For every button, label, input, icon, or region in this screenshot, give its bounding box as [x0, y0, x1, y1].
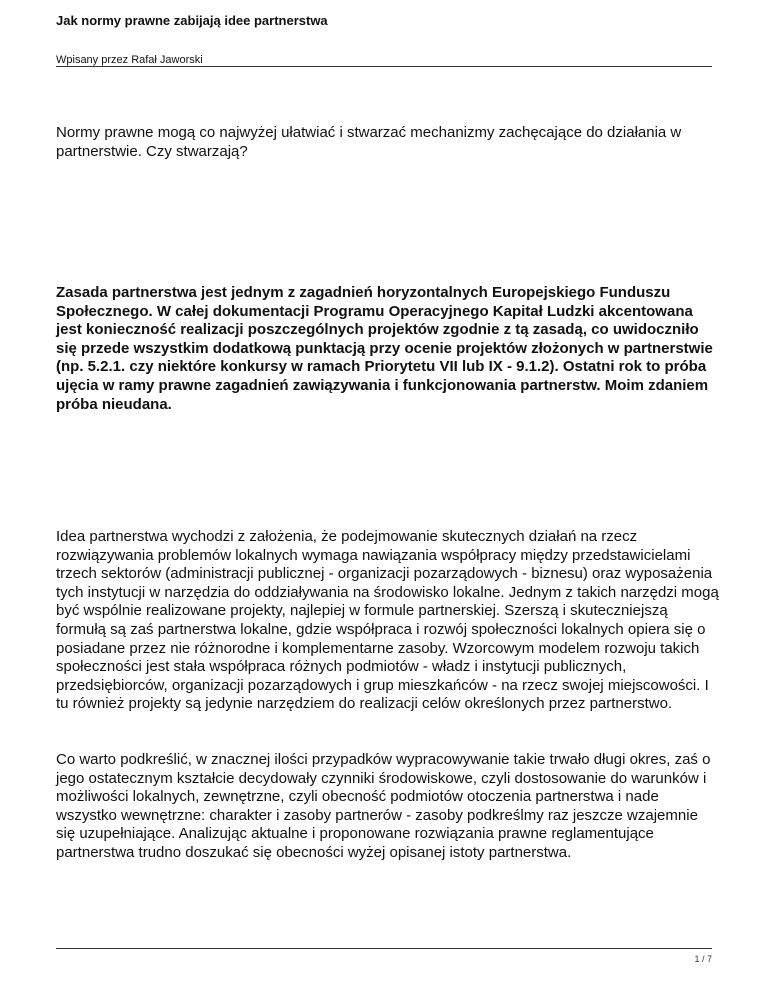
page-header: [56, 12, 712, 68]
body-paragraph-2: Co warto podkreślić, w znacznej ilości przypadków wypracowywanie takie trwało długi okres, zaś o jego ostatecznym kształcie decydowały czynniki środowiskowe, czyli dostosowanie do warunków i możliwości lokalnych, zewnętrzne, czyli obecność podmiotów otoczenia partnerstwa i nade wszystko wewnętrzne: charakter i zasoby partnerów - zasoby podkreślmy raz jeszcze wzajemnie się uzupełniające. Analizując aktualne i proponowane rozwiązania prawne reglamentujące partnerstwa trudno doszukać się obecności wyżej opisanej istoty partnerstwa.: [56, 751, 711, 861]
lead-paragraph: Zasada partnerstwa jest jednym z zagadnień horyzontalnych Europejskiego Funduszu Społecznego. W całej dokumentacji Programu Operacyjnego Kapitał Ludzki akcentowana jest konieczność realizacji poszczególnych projektów zgodnie z tą zasadą, co uwidoczniło się przede wszystkim dodatkową punktacją przy ocenie projektów złożonych w partnerstwie (np. 5.2.1. czy niektóre konkursy w ramach Priorytetu VII lub IX - 9.1.2). Ostatni rok to próba ujęcia w ramy prawne zagadnień zawiązywania i funkcjonowania partnerstw. Moim zdaniem próba nieudana.: [56, 284, 713, 413]
footer-divider: [56, 948, 712, 949]
page-number: 1 / 7: [694, 954, 712, 964]
body-paragraph-1: Idea partnerstwa wychodzi z założenia, że podejmowanie skutecznych działań na rzecz rozwiązywania problemów lokalnych wymaga nawiązania współpracy między przedstawicielami trzech sektorów (administracji publicznej - organizacji pozarządowych - biznesu) oraz wyposażenia tych instytucji w narzędzia do oddziaływania na środowisko lokalne. Jednym z takich narzędzi mogą być wspólnie realizowane projekty, najlepiej w formule partnerskiej. Szerszą i skuteczniejszą formułą są zaś partnerstwa lokalne, gdzie współpraca i rozwój społeczności lokalnych opiera się o posiadane przez nie różnorodne i komplementarne zasoby. Wzorcowym modelem rozwoju takich społeczności jest stała współpraca różnych podmiotów - władz i instytucji publicznych, przedsiębiorców, organizacji pozarządowych i grup mieszkańców - na rzecz swojej miejscowości. I tu również projekty są jedynie narzędziem do realizacji celów określonych przez partnerstwo.: [56, 528, 719, 713]
intro-paragraph: Normy prawne mogą co najwyżej ułatwiać i stwarzać mechanizmy zachęcające do działania w partnerstwie. Czy stwarzają?: [56, 124, 682, 160]
document-title: Jak normy prawne zabijają idee partnerstwa: [56, 13, 328, 28]
header-divider: [56, 66, 712, 67]
author-byline: Wpisany przez Rafał Jaworski: [56, 54, 203, 66]
